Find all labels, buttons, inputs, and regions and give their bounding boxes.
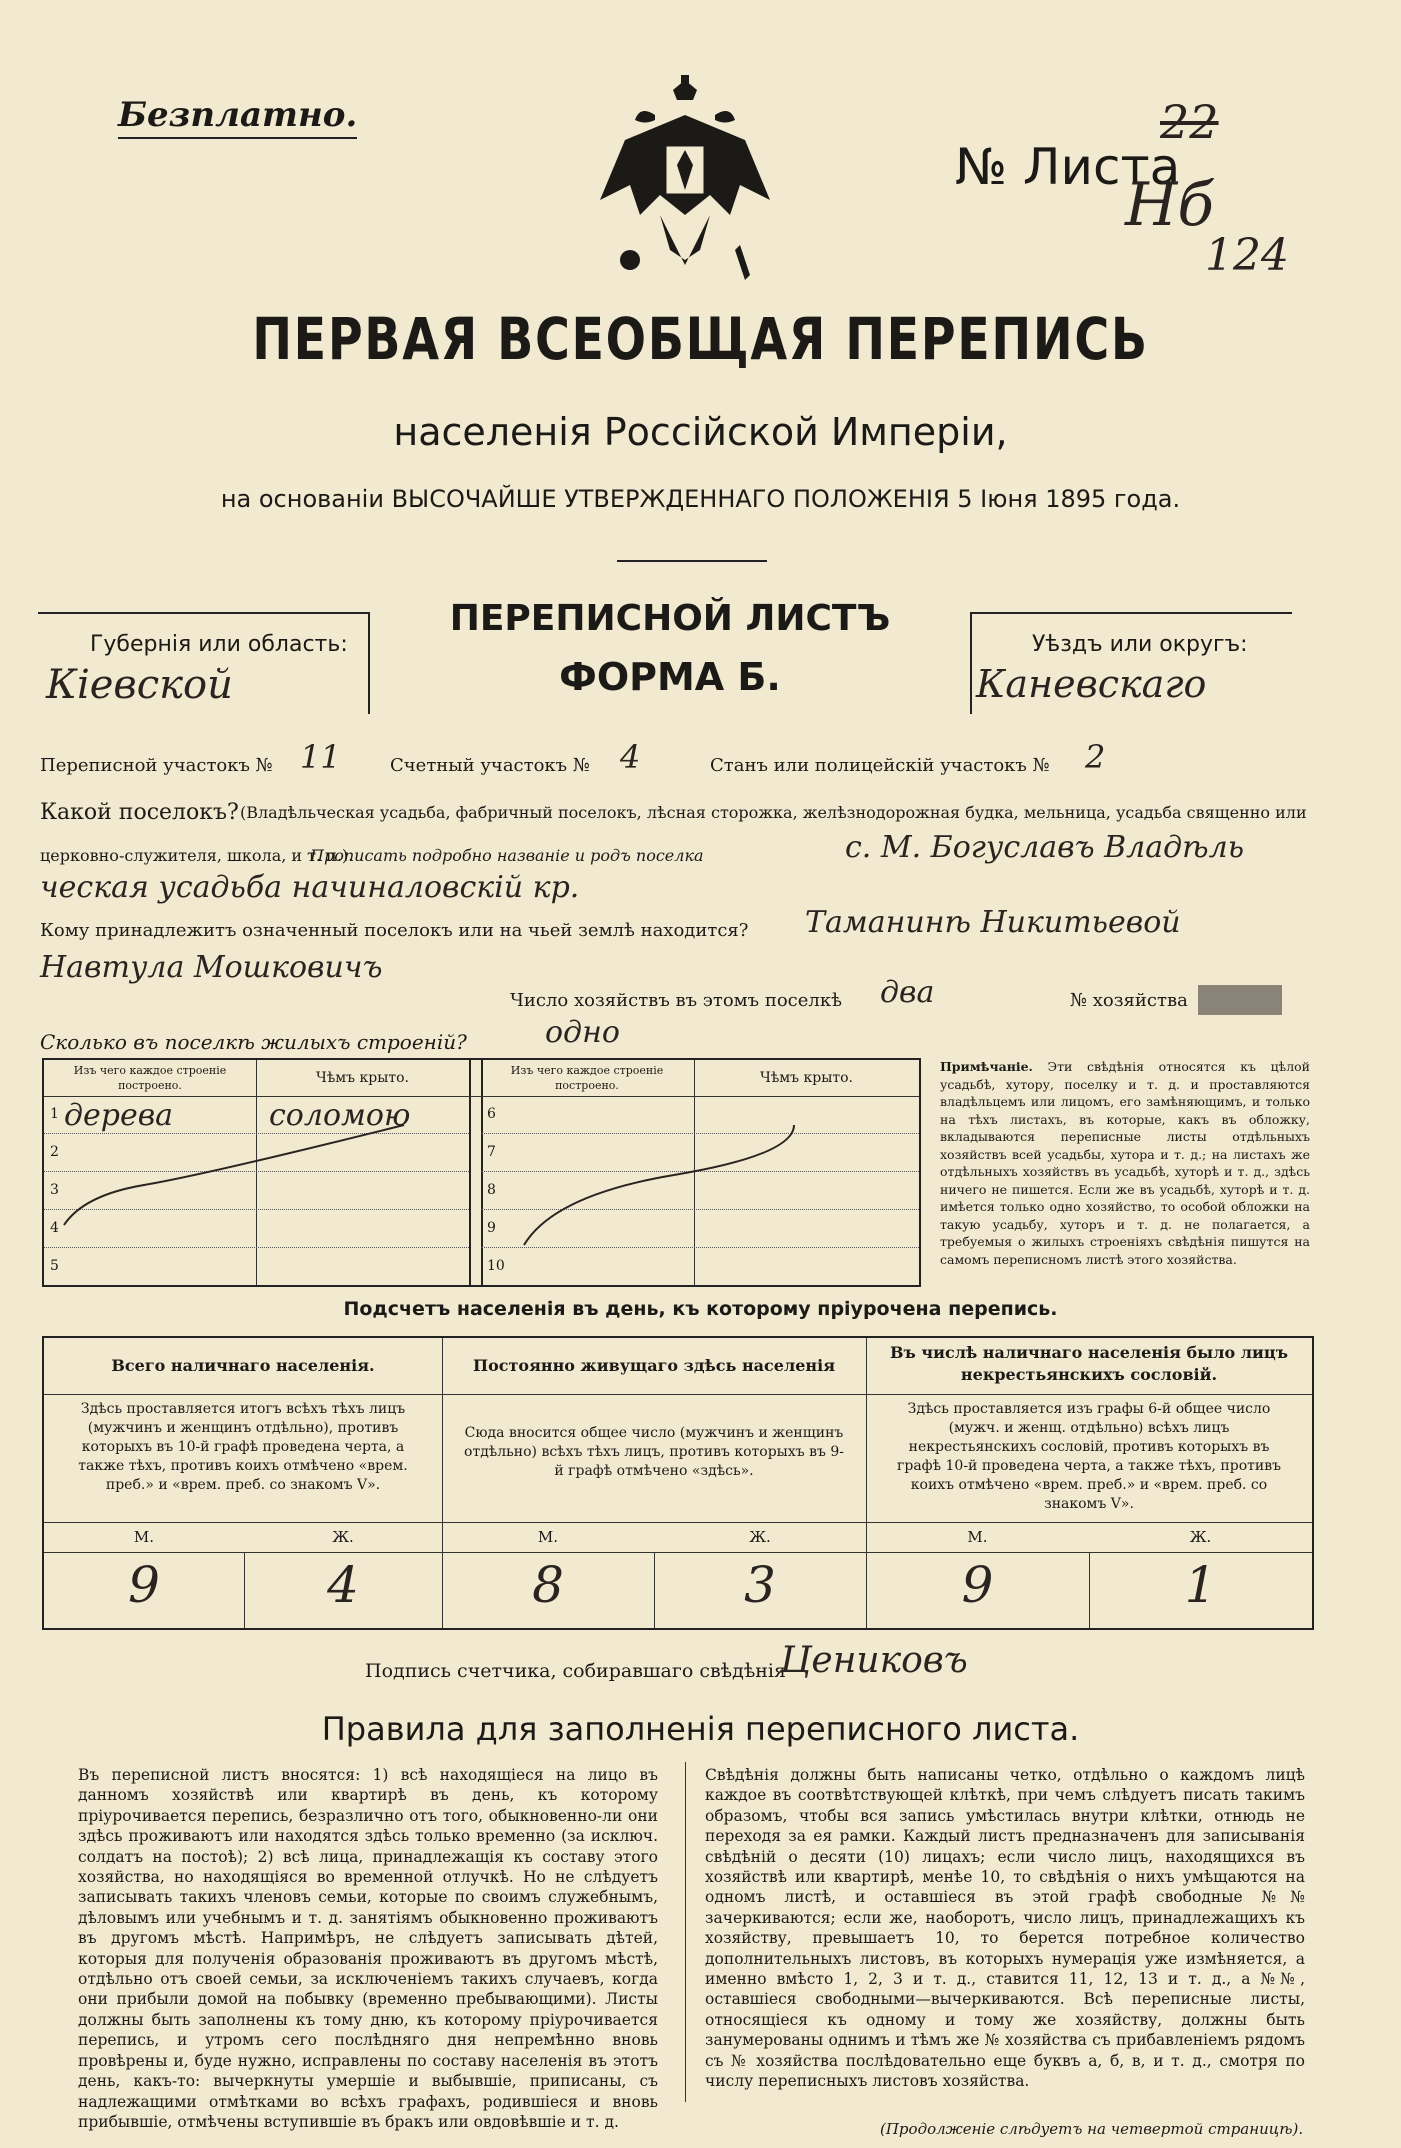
note-title: Примѣчаніе.: [940, 1059, 1033, 1074]
buildings-value: одно: [545, 1015, 620, 1050]
households-label: Число хозяйствъ въ этомъ поселкѣ: [510, 990, 842, 1011]
row-num: 6: [487, 1106, 496, 1122]
row-num: 3: [50, 1182, 59, 1198]
count-district-label: Счетный участокъ №: [390, 755, 590, 776]
stan-label: Станъ или полицейскій участокъ №: [710, 755, 1050, 776]
rules-left: Въ переписной листъ вносятся: 1) всѣ находящіеся на лицо въ данномъ хозяйствѣ или квартирѣ въ день, къ которому пріурочивается перепись, безразлично отъ того, обыкновенно-ли они здѣсь проживаютъ или находятся здѣсь только временно (за исключ. солдатъ на постоѣ); 2) всѣ лица, принадлежащія къ составу этого хозяйства, но находящіяся во временной отлучкѣ. Но не слѣдуетъ записывать такихъ членовъ семьи, которые по своимъ служебнымъ, дѣловымъ или учебнымъ и т. д. занятіямъ обыкновенно проживаютъ въ другомъ мѣстѣ. Напримѣръ, не слѣдуетъ записывать дѣтей, которыя для полученія образованія проживаютъ въ другомъ мѣстѣ, отдѣльно отъ своей семьи, за исключеніемъ такихъ случаевъ, когда они прибыли домой на побывку (временно пребывающими). Листы должны быть заполнены къ тому дню, къ которому пріурочивается перепись, и утромъ сего послѣдняго дня непремѣнно вновь провѣрены и, буде нужно, исправлены по составу населенія въ этотъ день, какъ-то: вычеркнуты умершіе и выбывшіе, приписаны, съ надлежащими отмѣтками во всѣхъ графахъ, родившіеся и вновь прибывшіе, отмѣчены вступившіе въ бракъ или овдовѣвшіе и т. д.: [78, 1766, 658, 2131]
nonpeasant-zh-value: 1: [1184, 1556, 1217, 1614]
row-num: 5: [50, 1258, 59, 1274]
buildings-table: [42, 1058, 921, 1287]
population-heading: Подсчетъ населенія въ день, къ которому пріурочена перепись.: [343, 1298, 1058, 1320]
census-district-value: 11: [300, 738, 341, 776]
total-zh-value: 4: [327, 1556, 359, 1614]
row-num: 2: [50, 1144, 59, 1160]
sheet-number-label: № Листа: [955, 138, 1181, 196]
divider: [617, 560, 767, 562]
uezd-box: [970, 612, 1292, 714]
owner-question: Кому принадлежитъ означенный поселокъ или на чьей землѣ находится?: [40, 920, 749, 941]
row-num: 9: [487, 1220, 496, 1236]
settlement-value-1: с. М. Богуславъ Владѣль: [845, 830, 1245, 865]
continuation-note: (Продолженіе слѣдуетъ на четвертой страницѣ).: [880, 2120, 1304, 2138]
settlement-question: Какой поселокъ?: [40, 800, 239, 825]
signature-value: Цениковъ: [780, 1640, 968, 1681]
strike-through-curve: [44, 1060, 919, 1285]
settlement-value-2: ческая усадьба начиналовскій кр.: [40, 870, 580, 905]
free-label: Безплатно.: [118, 95, 357, 139]
col2-title: Постоянно живущаго здѣсь населенія: [472, 1356, 836, 1375]
rules-title: Правила для заполненія переписного листа.: [321, 1710, 1080, 1748]
household-no-label: № хозяйства: [1070, 990, 1188, 1011]
subtitle: населенія Россійской Имперіи,: [393, 410, 1008, 454]
col3-text: Здѣсь проставляется изъ графы 6-й общее число (мужч. и женщ. отдѣльно) всѣхъ лицъ некрестьянскихъ сословій, противъ которыхъ въ графѣ 10-й проведена черта, а также тѣхъ, противъ коихъ отмѣчено «врем. преб.» и «врем. преб. со знакомъ V».: [897, 1401, 1281, 1512]
count-district-value: 4: [620, 738, 641, 776]
stan-value: 2: [1085, 738, 1106, 776]
zh-label-3: Ж.: [1189, 1528, 1212, 1546]
zh-label-2: Ж.: [749, 1528, 771, 1546]
row-num: 1: [50, 1106, 59, 1122]
col2-text: Сюда вносится общее число (мужчинъ и женщинъ отдѣльно) всѣхъ тѣхъ лицъ, противъ которыхъ въ 9-й графѣ отмѣчено «здѣсь».: [464, 1425, 844, 1479]
settlement-examples-2: церковно-служителя, школа, и т. п.).: [40, 846, 354, 865]
row-num: 7: [487, 1144, 496, 1160]
nonpeasant-m-value: 9: [961, 1556, 994, 1614]
census-district-label: Переписной участокъ №: [40, 755, 273, 776]
sheet-number-value: 22: [1160, 95, 1219, 149]
gubernia-box: [38, 612, 370, 714]
col3-title: Въ числѣ наличнаго населенія было лицъ некрестьянскихъ сословій.: [890, 1343, 1288, 1384]
rules-divider: [685, 1762, 686, 2102]
m-label-2: М.: [537, 1528, 559, 1546]
col-material-header: Изъ чего каждое строеніе построено.: [73, 1064, 227, 1092]
uezd-value: Каневскаго: [976, 662, 1207, 706]
note-block: [940, 1058, 1310, 1268]
settlement-instruction: Прописать подробно названіе и родъ поселка: [310, 846, 704, 865]
form-name: ФОРМА Б.: [559, 655, 781, 699]
total-m-value: 9: [128, 1556, 160, 1614]
handwritten-note-a: Нб: [1125, 170, 1214, 240]
gubernia-label: Губернія или область:: [90, 632, 348, 657]
owner-value-1: Таманинѣ Никитьевой: [805, 905, 1181, 940]
households-value: два: [880, 975, 935, 1010]
owner-value-2: Навтула Мошковичъ: [40, 950, 383, 985]
col-roof-header-2: Чѣмъ крыто.: [760, 1070, 853, 1086]
settlement-examples: (Владѣльческая усадьба, фабричный поселокъ, лѣсная сторожка, желѣзнодорожная будка, мельница, усадьба священно или: [240, 803, 1307, 822]
population-table: [42, 1336, 1314, 1630]
col-roof-header: Чѣмъ крыто.: [316, 1070, 409, 1086]
row-num: 4: [50, 1220, 59, 1236]
imperial-eagle-icon: [585, 75, 785, 290]
col1-text: Здѣсь проставляется итогъ всѣхъ тѣхъ лицъ (мужчинъ и женщинъ отдѣльно), противъ которыхъ въ 10-й графѣ проведена черта, а также тѣхъ, противъ коихъ отмѣчено «врем. преб.» и «врем. преб. со знакомъ V».: [78, 1401, 408, 1493]
form-title: ПЕРЕПИСНОЙ ЛИСТЪ: [449, 598, 891, 639]
row1-material: дерева: [64, 1098, 174, 1133]
handwritten-note-b: 124: [1205, 230, 1289, 281]
m-label-3: М.: [967, 1528, 988, 1546]
row-num: 10: [487, 1258, 505, 1274]
note-text: Эти свѣдѣнія относятся къ цѣлой усадьбѣ, хутору, поселку и т. д. и проставляются владѣльцемъ или лицомъ, его замѣняющимъ, и только на тѣхъ листахъ, въ которые, какъ въ обложку, вкладываются переписные листы отдѣльныхъ хозяйствъ всей усадьбы, хутора и т. д.; на листахъ же отдѣльныхъ хозяйствъ въ усадьбѣ, хуторѣ и т. д., здѣсь ничего не пишется. Если же въ усадьбѣ, хуторѣ и т. д. имѣется только одно хозяйство, то особой обложки на такую усадьбу, хуторъ и т. д. не полагается, а требуемыя о жилыхъ строеніяхъ свѣдѣнія пишутся на самомъ переписномъ листѣ этого хозяйства.: [940, 1059, 1310, 1267]
permanent-zh-value: 3: [744, 1556, 776, 1614]
main-title: ПЕРВАЯ ВСЕОБЩАЯ ПЕРЕПИСЬ: [252, 305, 1149, 373]
uezd-label: Уѣздъ или округъ:: [1032, 632, 1248, 657]
col-material-header-2: Изъ чего каждое строеніе построено.: [510, 1064, 664, 1092]
col1-title: Всего наличнаго населенія.: [111, 1356, 375, 1375]
row-num: 8: [487, 1182, 496, 1198]
row1-roof: соломою: [269, 1098, 411, 1133]
permanent-m-value: 8: [532, 1556, 564, 1614]
redacted-block: [1198, 985, 1282, 1015]
legal-basis: на основаніи ВЫСОЧАЙШЕ УТВЕРЖДЕННАГО ПОЛОЖЕНІЯ 5 Іюня 1895 года.: [220, 485, 1181, 513]
rules-right: Свѣдѣнія должны быть написаны четко, отдѣльно о каждомъ лицѣ каждое въ соотвѣтствующей клѣткѣ, при чемъ слѣдуетъ писать такимъ образомъ, чтобы вся запись умѣстилась внутри клѣтки, отнюдь не переходя за ея рамки. Каждый листъ предназначенъ для записыванія свѣдѣній о десяти (10) лицахъ; если число лицъ, находящихся въ хозяйствѣ или квартирѣ, менѣе 10, то свѣдѣнія о нихъ умѣщаются на одномъ листѣ, и оставшіеся въ этой графѣ свободные №№ зачеркиваются; если же, наоборотъ, число лицъ, принадлежащихъ къ хозяйству, превышаетъ 10, то берется потребное количество дополнительныхъ листовъ, въ которыхъ нумерація уже измѣняется, а именно вмѣсто 1, 2, 3 и т. д., ставится 11, 12, 13 и т. д., а №№, оставшіеся свободными—вычеркиваются. Всѣ переписные листы, относящіеся къ одному и тому же хозяйству, должны быть занумерованы однимъ и тѣмъ же № хозяйства съ прибавленіемъ рядомъ съ № хозяйства послѣдовательно еще буквъ а, б, в, и т. д., смотря по числу переписныхъ листовъ хозяйства.: [705, 1766, 1305, 2091]
buildings-label: Сколько въ поселкѣ жилыхъ строеній?: [40, 1030, 467, 1054]
gubernia-value: Кіевской: [46, 662, 233, 708]
signature-label: Подпись счетчика, собиравшаго свѣдѣнія: [365, 1660, 786, 1682]
m-label-1: М.: [133, 1528, 155, 1546]
zh-label-1: Ж.: [332, 1528, 354, 1546]
